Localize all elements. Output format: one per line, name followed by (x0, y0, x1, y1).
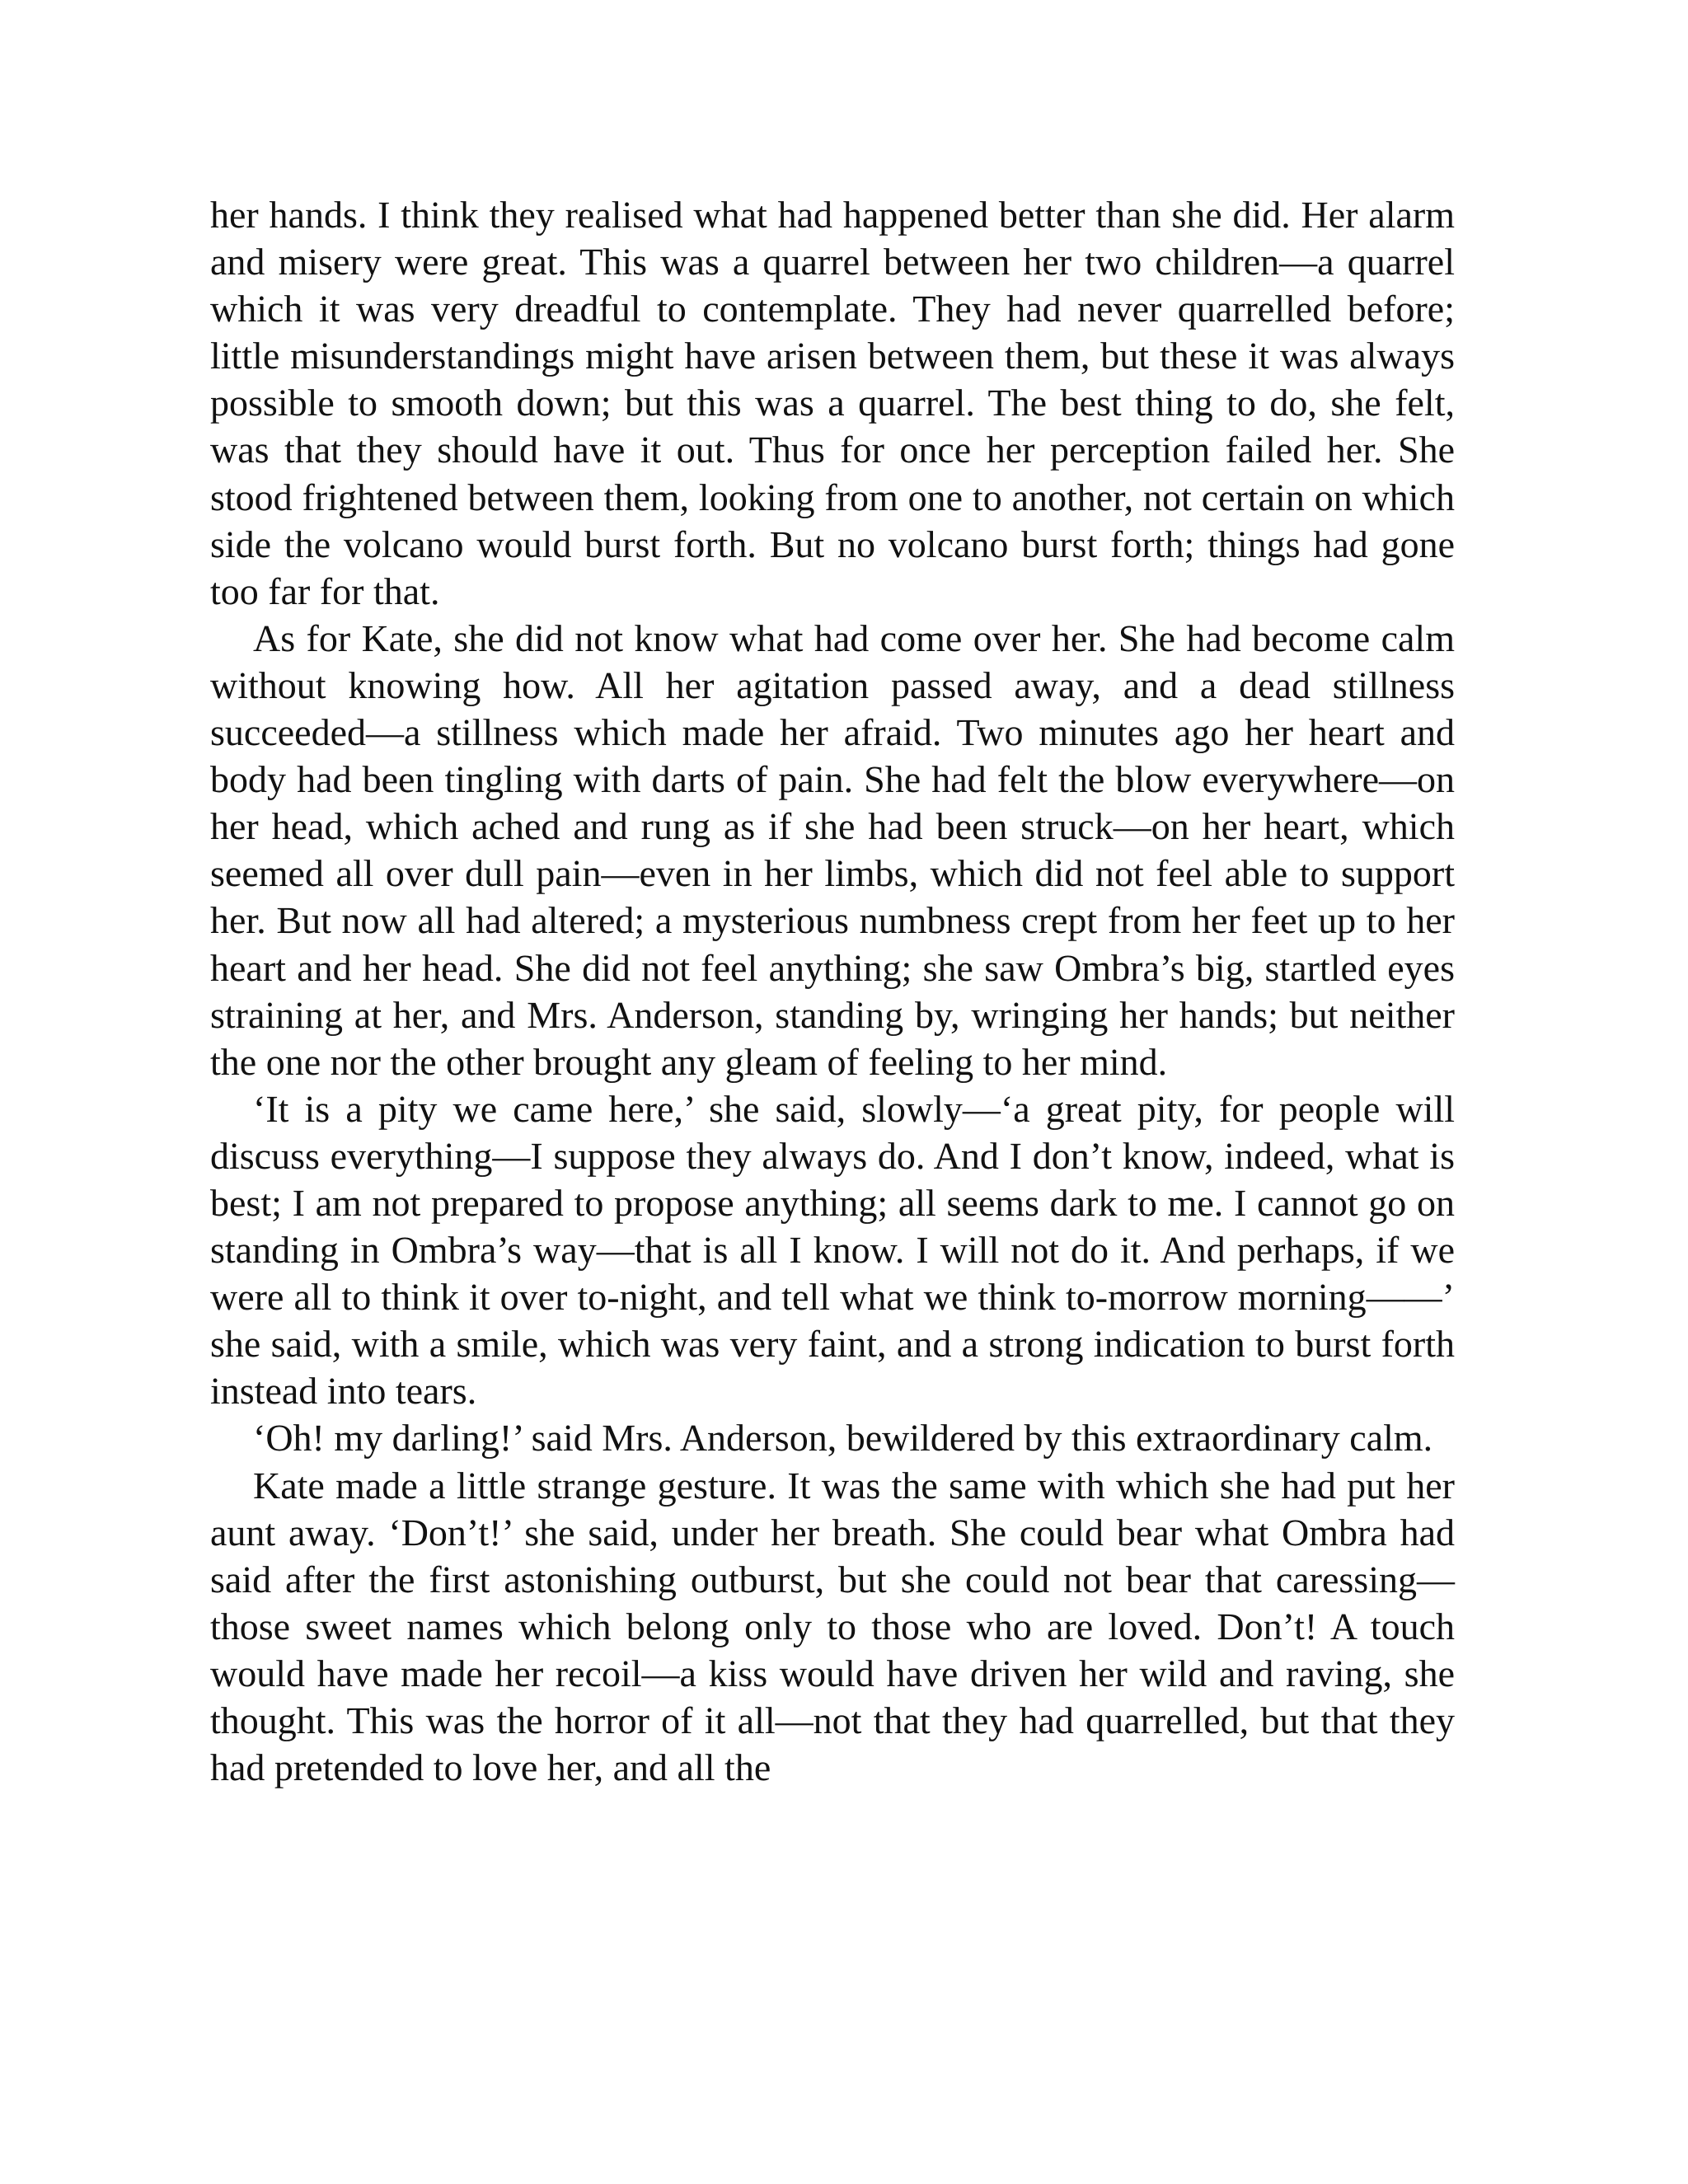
paragraph-kate-calm: As for Kate, she did not know what had come over her. She had become calm without knowing how. All her agitation passed away, and a dead stillness succeeded—a stillness which made her afraid. Two minutes ago her heart and body had been tingling with darts of pain. She had felt the blow everywhere—on her head, which ached and rung as if she had been struck—on her heart, which seemed all over dull pain—even in her limbs, which did not feel able to support her. But now all had altered; a mysterious numbness crept from her feet up to her heart and her head. She did not feel anything; she saw Ombra’s big, startled eyes straining at her, and Mrs. Anderson, standing by, wringing her hands; but neither the one nor the other brought any gleam of feeling to her mind. (210, 616, 1455, 1083)
paragraph-kate-speech: ‘It is a pity we came here,’ she said, slowly—‘a great pity, for people will discuss everything—I suppose they always do. And I don’t know, indeed, what is best; I am not prepared to propose anything; all seems dark to me. I cannot go on standing in Ombra’s way—that is all I know. I will not do it. And perhaps, if we were all to think it over to-night, and tell what we think to-morrow morning——’ she said, with a smile, which was very faint, and a strong indication to burst forth instead into tears. (210, 1087, 1455, 1413)
paragraph-mrs-anderson: ‘Oh! my darling!’ said Mrs. Anderson, bewildered by this extraordinary calm. (253, 1417, 1433, 1460)
paragraph-continuation: her hands. I think they realised what had happened better than she did. Her alarm and misery were great. This was a quarrel between her two children—a quarrel which it was very dreadful to contemplate. They had never quarrelled before; little misunderstandings might have arisen between them, but these it was always possible to smooth down; but this was a quarrel. The best thing to do, she felt, was that they should have it out. Thus for once her perception failed her. She stood frightened between them, looking from one to another, not certain on which side the volcano would burst forth. But no volcano burst forth; things had gone too far for that. (210, 194, 1455, 612)
paragraph-kate-gesture: Kate made a little strange gesture. It was the same with which she had put her aunt away. ‘Don’t!’ she said, under her breath. She could bear what Ombra had said after the first astonishing outburst, but she could not bear that caressing—those sweet names which belong only to those who are loved. Don’t! A touch would have made her recoil—a kiss would have driven her wild and raving, she thought. This was the horror of it all—not that they had quarrelled, but that they had pretended to love her, and all the (210, 1464, 1455, 1789)
book-page-body (210, 191, 1455, 1791)
